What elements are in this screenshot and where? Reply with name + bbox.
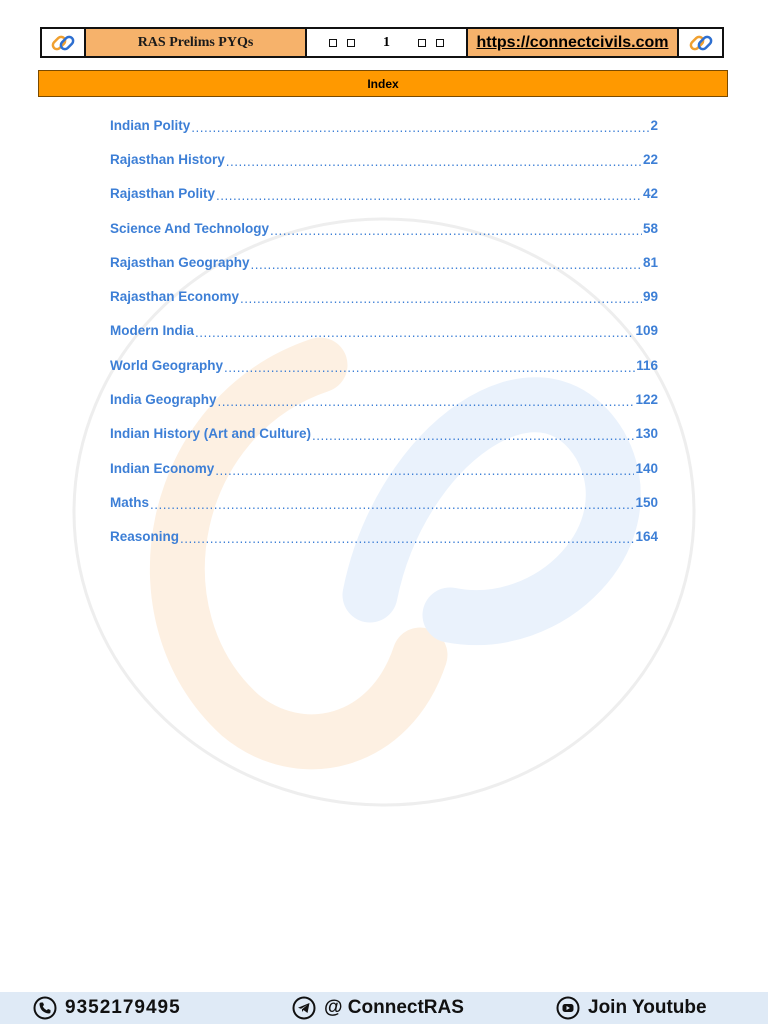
toc-title: World Geography [110, 357, 224, 373]
toc-leader [224, 360, 635, 375]
toc-item[interactable] [110, 314, 658, 348]
link-chain-icon [50, 30, 76, 56]
toc-page: 58 [642, 220, 658, 236]
toc-leader [191, 120, 649, 135]
toc-item[interactable] [110, 382, 658, 416]
toc-title: Maths [110, 494, 150, 510]
website-link[interactable]: https://connectcivils.com [468, 29, 679, 56]
toc-leader [215, 463, 634, 478]
toc-leader [240, 291, 642, 306]
toc-title: Rajasthan History [110, 151, 225, 167]
toc-leader [312, 428, 634, 443]
toc-title: Indian History (Art and Culture) [110, 426, 312, 442]
header-page-number [307, 29, 468, 56]
youtube-icon [556, 996, 580, 1020]
footer-youtube[interactable] [556, 992, 707, 1024]
toc-item[interactable] [110, 417, 658, 451]
toc-page: 150 [635, 494, 658, 510]
toc-item[interactable] [110, 485, 658, 519]
youtube-label: Join Youtube [588, 997, 707, 1018]
toc-leader [218, 394, 635, 409]
toc-leader [270, 223, 642, 238]
footer-telegram[interactable] [292, 992, 464, 1024]
toc-page: 81 [642, 254, 658, 270]
telegram-icon [292, 996, 316, 1020]
index-heading: Index [38, 70, 728, 97]
toc-item[interactable] [110, 177, 658, 211]
toc-page: 42 [642, 186, 658, 202]
telegram-handle: @ ConnectRAS [324, 997, 464, 1018]
toc-item[interactable] [110, 279, 658, 313]
toc-title: Indian Polity [110, 117, 191, 133]
header-title: RAS Prelims PYQs [86, 29, 307, 56]
phone-number: 9352179495 [65, 997, 181, 1018]
square-bullet-icon [347, 39, 355, 47]
toc-leader [251, 257, 642, 272]
phone-icon [33, 996, 57, 1020]
toc-title: India Geography [110, 392, 217, 408]
toc-page: 164 [635, 529, 658, 545]
toc-leader [216, 188, 642, 203]
toc-page: 99 [642, 289, 658, 305]
toc-leader [226, 154, 642, 169]
toc-title: Rajasthan Economy [110, 289, 240, 305]
toc-title: Rajasthan Polity [110, 186, 216, 202]
toc-item[interactable] [110, 520, 658, 554]
toc-item[interactable] [110, 108, 658, 142]
page-header [40, 27, 724, 58]
toc-item[interactable] [110, 211, 658, 245]
toc-title: Rajasthan Geography [110, 254, 250, 270]
square-bullet-icon [329, 39, 337, 47]
toc-title: Modern India [110, 323, 194, 339]
toc-page: 109 [635, 323, 658, 339]
toc-page: 122 [635, 392, 658, 408]
toc-item[interactable] [110, 142, 658, 176]
toc-page: 130 [635, 426, 658, 442]
toc-leader [195, 325, 634, 340]
toc-item[interactable] [110, 245, 658, 279]
toc-leader [180, 531, 634, 546]
square-bullet-icon [436, 39, 444, 47]
toc-page: 22 [642, 151, 658, 167]
toc-item[interactable] [110, 451, 658, 485]
toc-title: Indian Economy [110, 460, 215, 476]
toc-title: Reasoning [110, 529, 180, 545]
toc-item[interactable] [110, 348, 658, 382]
table-of-contents [110, 108, 658, 554]
footer-phone[interactable] [33, 992, 181, 1024]
toc-page: 140 [635, 460, 658, 476]
square-bullet-icon [418, 39, 426, 47]
toc-title: Science And Technology [110, 220, 270, 236]
link-chain-icon [688, 30, 714, 56]
toc-page: 116 [636, 357, 658, 373]
toc-page: 2 [650, 117, 658, 133]
page-footer [0, 992, 768, 1024]
header-left-cell [42, 29, 86, 56]
header-right-cell [679, 29, 722, 56]
toc-leader [150, 497, 634, 512]
page-number: 1 [383, 34, 390, 50]
